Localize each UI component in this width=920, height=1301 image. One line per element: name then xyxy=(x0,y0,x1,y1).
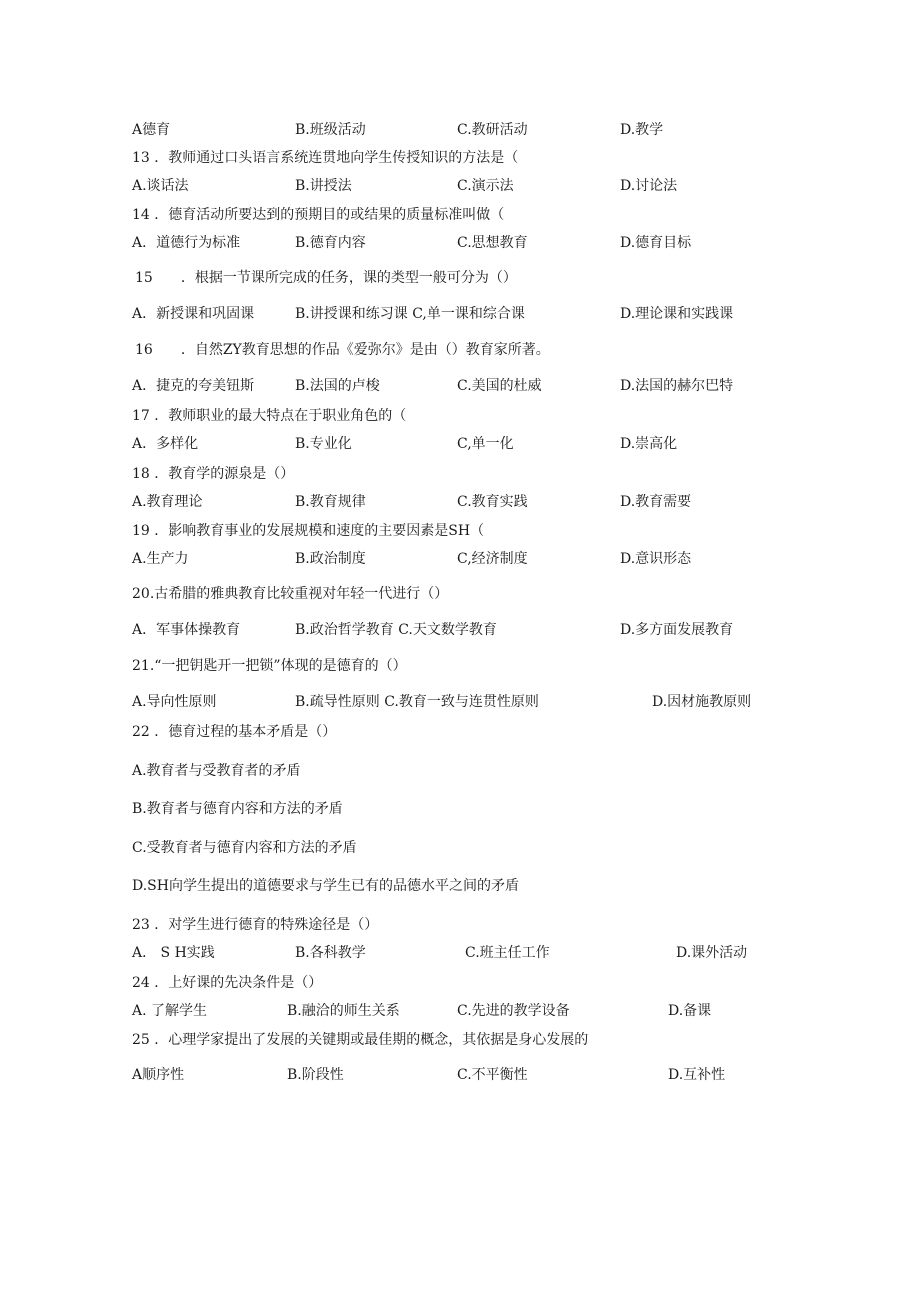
option-d: D.崇高化 xyxy=(620,436,678,452)
option-line-b: B.教育者与德育内容和方法的矛盾 xyxy=(132,801,343,817)
option-d: D.讨论法 xyxy=(620,178,678,194)
option-d: D.多方面发展教育 xyxy=(620,622,734,638)
option-line-d: D.SH向学生提出的道德要求与学生已有的品德水平之间的矛盾 xyxy=(132,878,519,894)
option-a: A.生产力 xyxy=(132,551,189,567)
option-d: D.备课 xyxy=(668,1003,712,1019)
question-20: 20.古希腊的雅典教育比较重视对年轻一代进行（） xyxy=(132,586,449,602)
option-a: A.谈话法 xyxy=(132,178,189,194)
option-a: A.导向性原则 xyxy=(132,694,217,710)
option-c: C.班主任工作 xyxy=(465,945,550,961)
option-a: A．道德行为标准 xyxy=(132,235,241,251)
option-c: C.先进的教学设备 xyxy=(457,1003,570,1019)
option-b: B.讲授法 xyxy=(295,178,352,194)
option-c: C.思想教育 xyxy=(457,235,528,251)
question-21: 21.“一把钥匙开一把锁”体现的是德育的（） xyxy=(132,658,407,674)
option-a: A．军事体操教育 xyxy=(132,622,241,638)
option-d: D.课外活动 xyxy=(676,945,748,961)
option-b: B.各科教学 xyxy=(295,945,366,961)
option-c: C.教育实践 xyxy=(457,494,528,510)
option-c: C,单一化 xyxy=(457,436,514,452)
option-b: B.讲授课和练习课 C,单一课和综合课 xyxy=(295,306,525,322)
option-d: D.意识形态 xyxy=(620,551,692,567)
question-16: 16 ．自然ZY教育思想的作品《爱弥尔》是由（）教育家所著。 xyxy=(135,342,550,358)
option-d: D.教学 xyxy=(620,122,664,138)
option-b: B.班级活动 xyxy=(295,122,366,138)
option-b: B.专业化 xyxy=(295,436,352,452)
question-17: 17 ．教师职业的最大特点在于职业角色的（ xyxy=(132,408,407,424)
option-b: B.教育规律 xyxy=(295,494,366,510)
question-23: 23 ．对学生进行德育的特殊途径是（） xyxy=(132,917,379,933)
question-22: 22 ．德育过程的基本矛盾是（） xyxy=(132,724,337,740)
option-line-a: A.教育者与受教育者的矛盾 xyxy=(132,763,301,779)
option-a: A．多样化 xyxy=(132,436,199,452)
option-d: D.因材施教原则 xyxy=(652,694,752,710)
option-c: C,经济制度 xyxy=(457,551,528,567)
option-a: A.教育理论 xyxy=(132,494,203,510)
option-b: B.疏导性原则 C.教育一致与连贯性原则 xyxy=(295,694,539,710)
option-a: A． S H实践 xyxy=(132,945,215,961)
question-15: 15 ．根据一节课所完成的任务，课的类型一般可分为（） xyxy=(135,270,517,286)
option-d: D.教育需要 xyxy=(620,494,692,510)
question-25: 25 ．心理学家提出了发展的关键期或最佳期的概念，其依据是身心发展的 xyxy=(132,1032,589,1048)
option-d: D.德育目标 xyxy=(620,235,692,251)
option-b: B.政治哲学教育 C.天文数学教育 xyxy=(295,622,497,638)
option-d: D.理论课和实践课 xyxy=(620,306,734,322)
option-c: C.演示法 xyxy=(457,178,514,194)
option-a: A顺序性 xyxy=(132,1067,185,1083)
option-b: B.政治制度 xyxy=(295,551,366,567)
option-b: B.阶段性 xyxy=(287,1067,344,1083)
option-d: D.互补性 xyxy=(668,1067,726,1083)
option-b: B.德育内容 xyxy=(295,235,366,251)
option-d: D.法国的赫尔巴特 xyxy=(620,378,734,394)
option-line-c: C.受教育者与德育内容和方法的矛盾 xyxy=(132,840,357,856)
question-24: 24 ．上好课的先决条件是（） xyxy=(132,975,323,991)
option-a: A．捷克的夸美钮斯 xyxy=(132,378,255,394)
option-c: C.美国的杜威 xyxy=(457,378,542,394)
option-a: A德育 xyxy=(132,122,171,138)
option-b: B.法国的卢梭 xyxy=(295,378,380,394)
question-14: 14 ．德育活动所要达到的预期目的或结果的质量标准叫做（ xyxy=(132,207,505,223)
question-18: 18 ．教育学的源泉是（） xyxy=(132,466,295,482)
option-c: C.不平衡性 xyxy=(457,1067,528,1083)
option-a: A. 了解学生 xyxy=(132,1003,208,1019)
option-a: A．新授课和巩固课 xyxy=(132,306,255,322)
question-19: 19 ．影响教育事业的发展规模和速度的主要因素是SH（ xyxy=(132,523,485,539)
option-c: C.教研活动 xyxy=(457,122,528,138)
question-13: 13 ．教师通过口头语言系统连贯地向学生传授知识的方法是（ xyxy=(132,150,519,166)
option-b: B.融洽的师生关系 xyxy=(287,1003,400,1019)
